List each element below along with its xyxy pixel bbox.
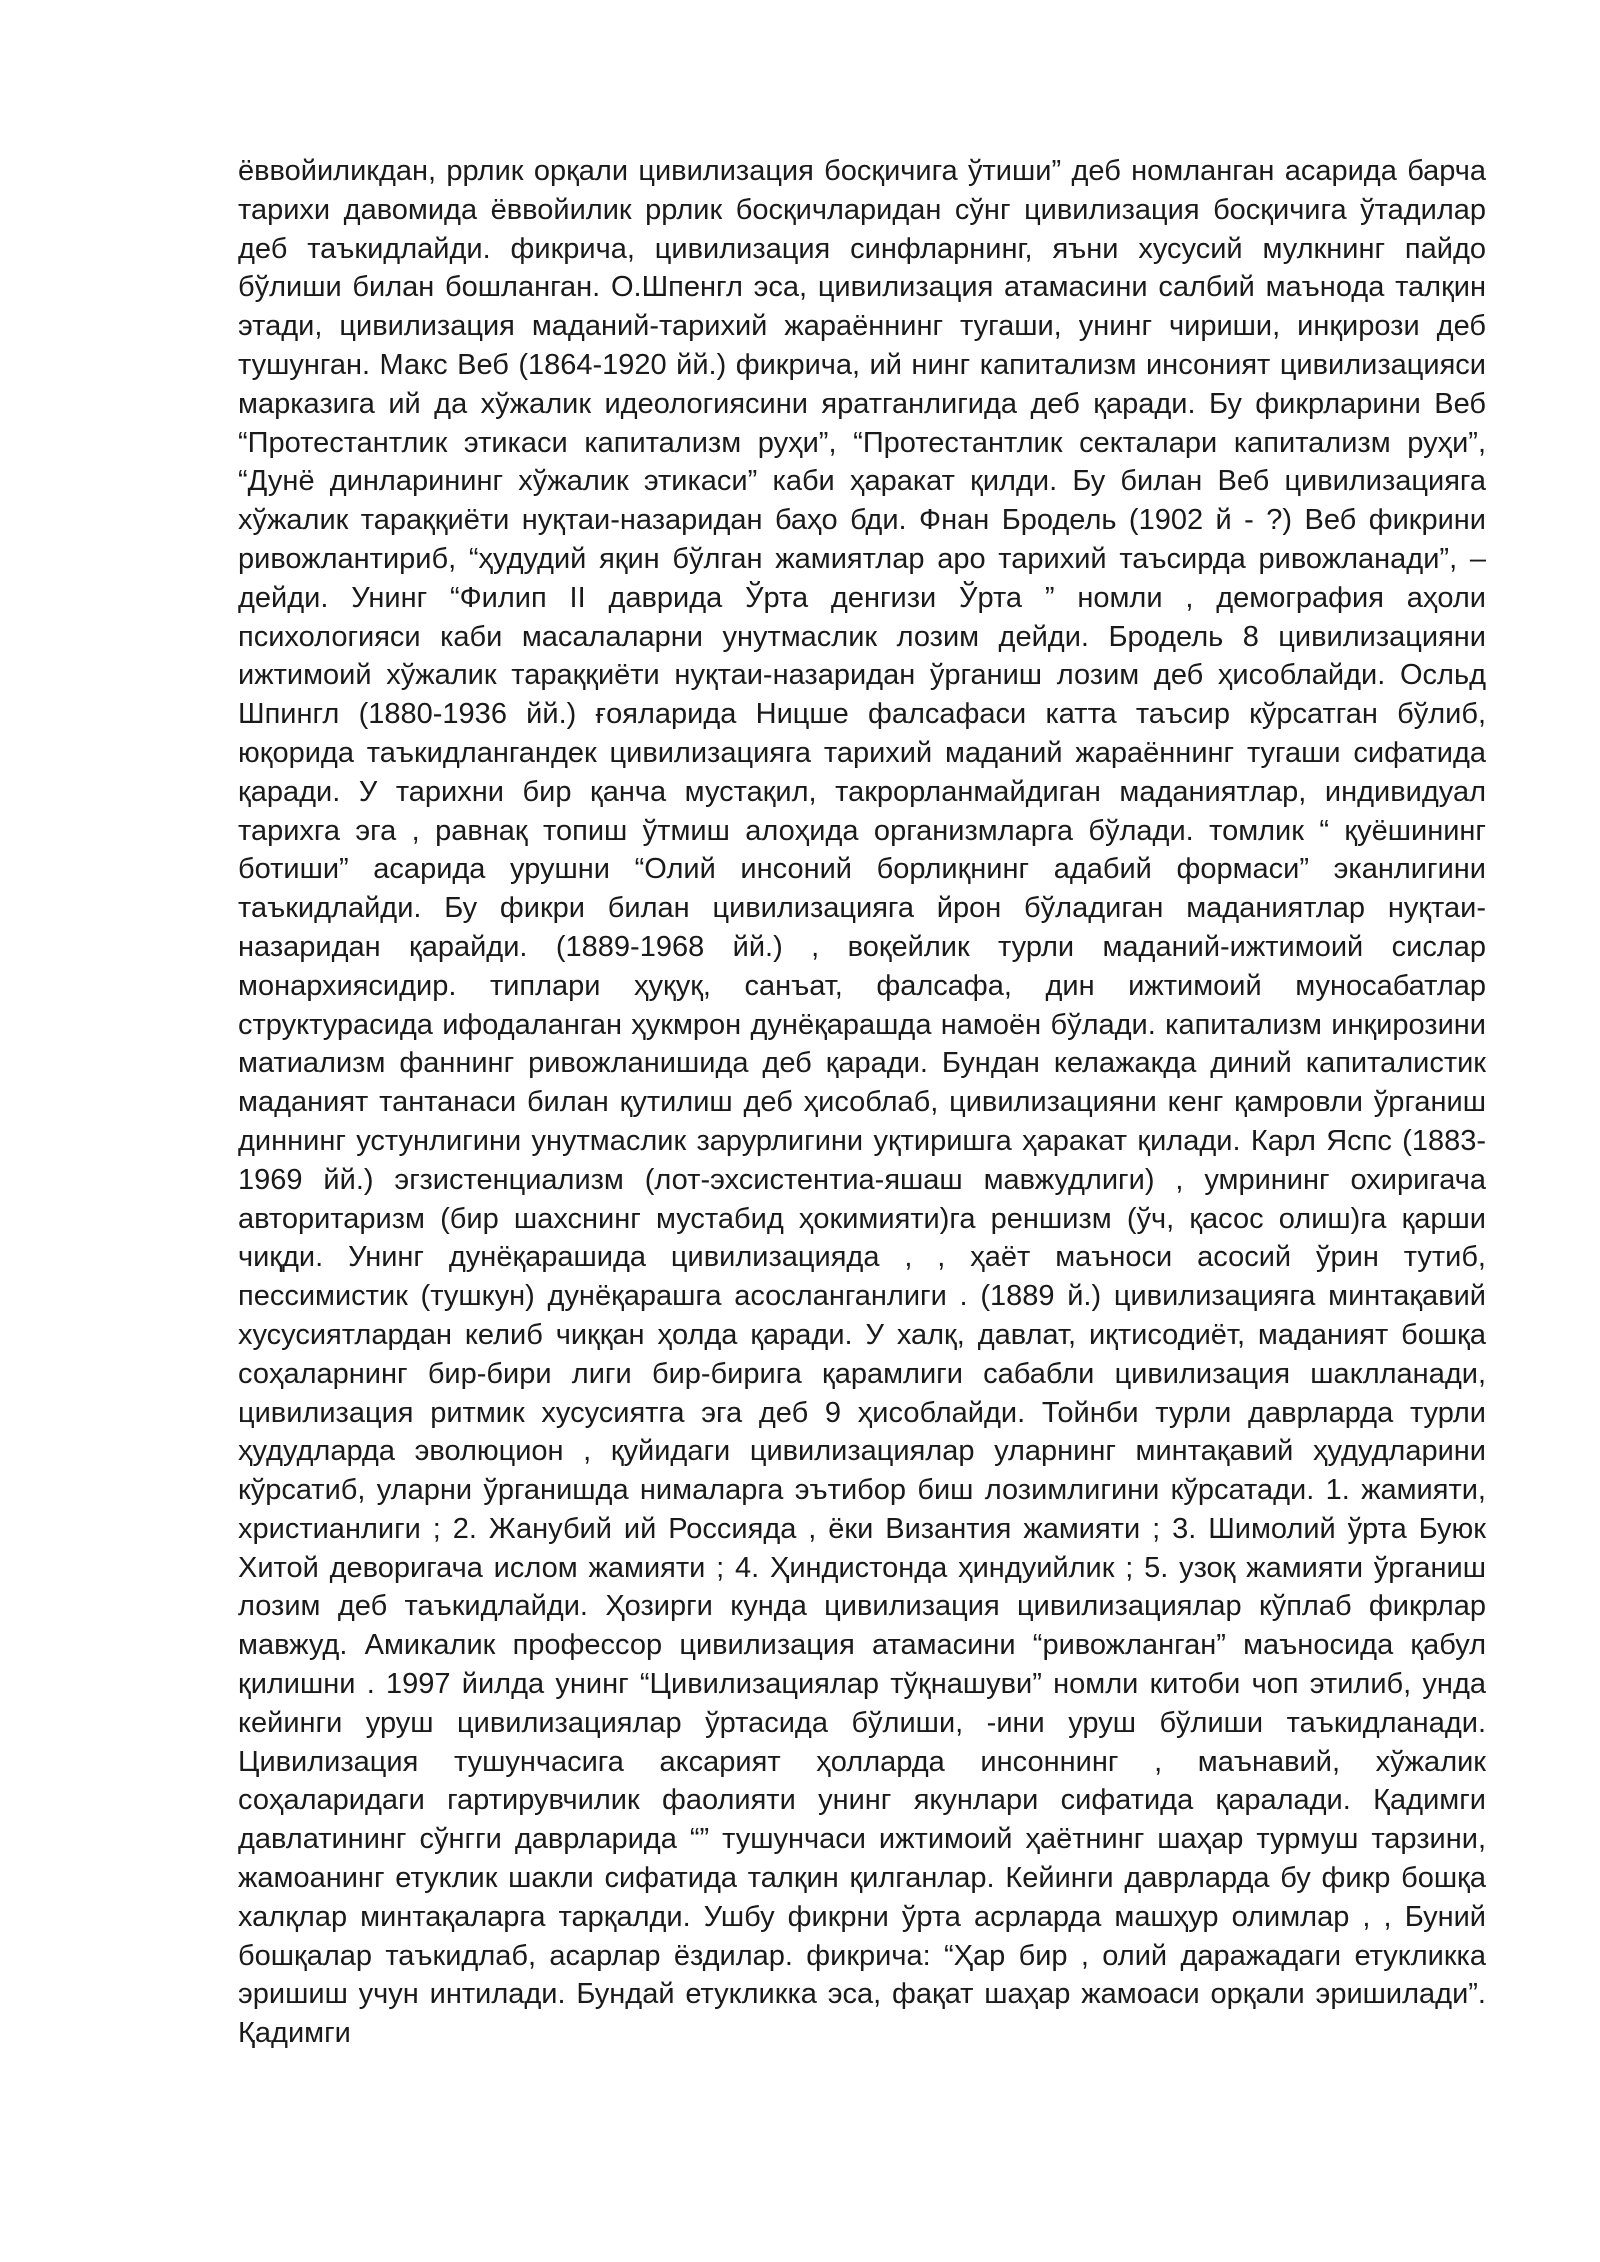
body-paragraph: ёввойиликдан, ррлик орқали цивилизация босқичига ўтиши” деб номланган асарида барча тарихи давомида ёввойилик ррлик босқичларидан сўнг цивилизация босқичига ўтадилар деб таъкидлайди. фикрича, цивилизация синфларнинг, яъни хусусий мулкнинг пайдо бўлиши билан бошланган. О.Шпенгл эса, цивилизация атамасини салбий маънода талқин этади, цивилизация маданий-тарихий жараённинг тугаши, унинг чириши, инқирози деб тушунган. Макс Веб (1864-1920 йй.) фикрича, ий нинг капитализм инсоният цивилизацияси марказига ий да хўжалик идеологиясини яратганлигида деб қаради. Бу фикрларини Веб “Протестантлик этикаси капитализм руҳи”, “Протестантлик секталари капитализм руҳи”, “Дунё динларининг хўжалик этикаси” каби ҳаракат қилди. Бу билан Веб цивилизацияга хўжалик тараққиёти нуқтаи-назаридан баҳо бди. Фнан Бродель (1902 й - ?) Веб фикрини ривожлантириб, “ҳудудий яқин бўлган жамиятлар аро тарихий таъсирда ривожланади”, – дейди. Унинг “Филип II даврида Ўрта денгизи Ўрта ” номли , демография аҳоли психологияси каби масалаларни унутмаслик лозим дейди. Бродель 8 цивилизацияни ижтимоий хўжалик тараққиёти нуқтаи-назаридан ўрганиш лозим деб ҳисоблайди. Осльд Шпингл (1880-1936 йй.) ғояларида Ницше фалсафаси катта таъсир кўрсатган бўлиб, юқорида таъкидлангандек цивилизацияга тарихий маданий жараённинг тугаши сифатида қаради. У тарихни бир қанча мустақил, такрорланмайдиган маданиятлар, индивидуал тарихга эга , равнақ топиш ўтмиш алоҳида организмларга бўлади. томлик “ қуёшининг ботиши” асарида урушни “Олий инсоний борлиқнинг адабий формаси” эканлигини таъкидлайди. Бу фикри билан цивилизацияга йрон бўладиган маданиятлар нуқтаи-назаридан қарайди. (1889-1968 йй.) , воқейлик турли маданий-ижтимоий сислар монархиясидир. типлари ҳуқуқ, санъат, фалсафа, дин ижтимоий муносабатлар структурасида ифодаланган ҳукмрон дунёқарашда намоён бўлади. капитализм инқирозини матиализм фаннинг ривожланишида деб қаради. Бундан келажакда диний капиталистик маданият тантанаси билан қутилиш деб ҳисоблаб, цивилизацияни кенг қамровли ўрганиш диннинг устунлигини унутмаслик зарурлигини уқтиришга ҳаракат қилади. Карл Яспс (1883-1969 йй.) эгзистенциализм (лот-эхсистентиа-яшаш мавжудлиги) , умрининг охиригача авторитаризм (бир шахснинг мустабид ҳокимияти)га реншизм (ўч, қасос олиш)га қарши чиқди. Унинг дунёқарашида цивилизацияда , , ҳаёт маъноси асосий ўрин тутиб, пессимистик (тушкун) дунёқарашга асосланганлиги . (1889 й.) цивилизацияга минтақавий хусусиятлардан келиб чиққан ҳолда қаради. У халқ, давлат, иқтисодиёт, маданият бошқа соҳаларнинг бир-бири лиги бир-бирига қарамлиги сабабли цивилизация шаклланади, цивилизация ритмик хусусиятга эга деб 9 ҳисоблайди. Тойнби турли даврларда турли ҳудудларда эволюцион , қуйидаги цивилизациялар уларнинг минтақавий ҳудудларини кўрсатиб, уларни ўрганишда нималарга эътибор биш лозимлигини кўрсатади. 1. жамияти, христианлиги ; 2. Жанубий ий Россияда , ёки Византия жамияти ; 3. Шимолий ўрта Буюк Хитой деворигача ислом жамияти ; 4. Ҳиндистонда ҳиндуийлик ; 5. узоқ жамияти ўрганиш лозим деб таъкидлайди. Ҳозирги кунда цивилизация цивилизациялар кўплаб фикрлар мавжуд. Амикалик профессор цивилизация атамасини “ривожланган” маъносида қабул қилишни . 1997 йилда унинг “Цивилизациялар тўқнашуви” номли китоби чоп этилиб, унда кейинги уруш цивилизациялар ўртасида бўлиши, -ини уруш бўлиши таъкидланади. Цивилизация тушунчасига аксарият ҳолларда инсоннинг , маънавий, хўжалик соҳаларидаги гартирувчилик фаолияти унинг якунлари сифатида қаралади. Қадимги давлатининг сўнгги даврларида “” тушунчаси ижтимоий ҳаётнинг шаҳар турмуш тарзини, жамоанинг етуклик шакли сифатида талқин қилганлар. Кейинги даврларда бу фикр бошқа халқлар минтақаларга тарқалди. Ушбу фикрни ўрта асрларда машҳур олимлар , , Буний бошқалар таъкидлаб, асарлар ёздилар. фикрича: “Ҳар бир , олий даражадаги етукликка эришиш учун интилади. Бундай етукликка эса, фақат шаҳар жамоаси орқали эришилади”. Қадимги [238, 155, 1486, 2050]
